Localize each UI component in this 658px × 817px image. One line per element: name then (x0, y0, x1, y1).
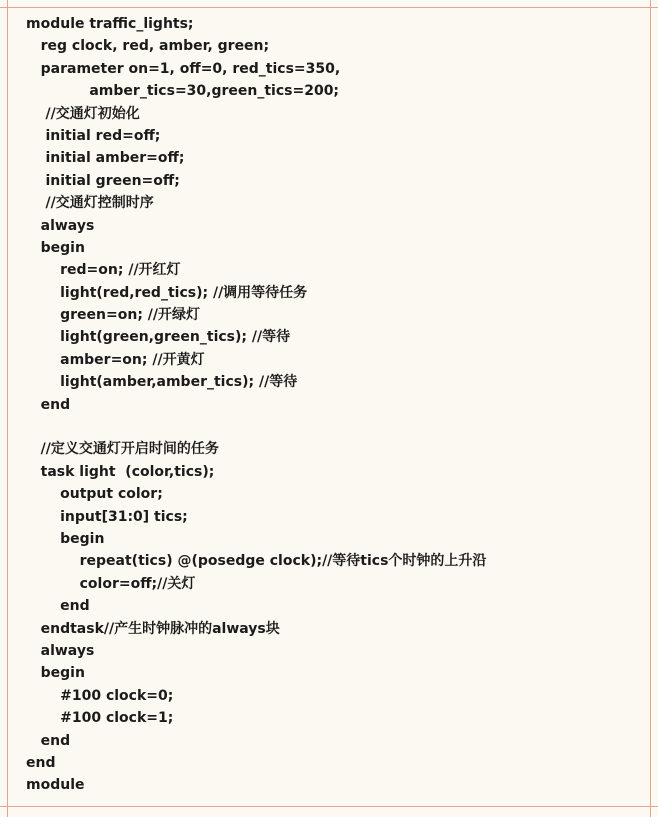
top-border-line (0, 7, 658, 8)
code-line: light(green,green_tics); //等待 (26, 329, 291, 346)
code-line: endtask//产生时钟脉冲的always块 (26, 620, 280, 637)
code-line: begin (26, 665, 85, 682)
code-block (26, 13, 486, 797)
bottom-border-line (0, 806, 658, 807)
code-line: light(amber,amber_tics); //等待 (26, 374, 298, 391)
code-line: end (26, 598, 90, 615)
code-line: light(red,red_tics); //调用等待任务 (26, 284, 308, 301)
code-line: amber=on; //开黄灯 (26, 351, 205, 368)
code-line: task light (color,tics); (26, 463, 215, 480)
code-line: begin (26, 530, 105, 547)
code-line: end (26, 732, 71, 749)
code-line: reg clock, red, amber, green; (26, 38, 270, 55)
code-line: #100 clock=0; (26, 687, 174, 704)
code-line: module traffic_lights; (26, 16, 194, 32)
code-line: parameter on=1, off=0, red_tics=350, (26, 60, 341, 77)
code-line: color=off;//关灯 (26, 575, 196, 592)
right-border-line (650, 0, 651, 817)
code-line: amber_tics=30,green_tics=200; (26, 83, 340, 100)
code-line: initial green=off; (26, 172, 180, 189)
code-line: always (26, 217, 95, 234)
code-line: //定义交通灯开启时间的任务 (26, 441, 219, 458)
code-line: red=on; //开红灯 (26, 262, 181, 279)
code-line: begin (26, 239, 85, 256)
code-line: always (26, 642, 95, 659)
code-line: end (26, 396, 71, 413)
code-line: module (26, 777, 85, 794)
code-line: input[31:0] tics; (26, 508, 188, 525)
code-line: //交通灯初始化 (26, 105, 140, 122)
code-line: end (26, 754, 56, 771)
code-line: initial red=off; (26, 127, 161, 144)
code-line: output color; (26, 486, 163, 503)
code-line (26, 416, 486, 438)
code-line: initial amber=off; (26, 150, 185, 167)
code-line: green=on; //开绿灯 (26, 307, 201, 324)
code-line: repeat(tics) @(posedge clock);//等待tics个时钟的上升沿 (26, 553, 487, 570)
code-line: #100 clock=1; (26, 710, 174, 727)
code-line: //交通灯控制时序 (26, 195, 154, 212)
left-border-line (7, 0, 8, 817)
